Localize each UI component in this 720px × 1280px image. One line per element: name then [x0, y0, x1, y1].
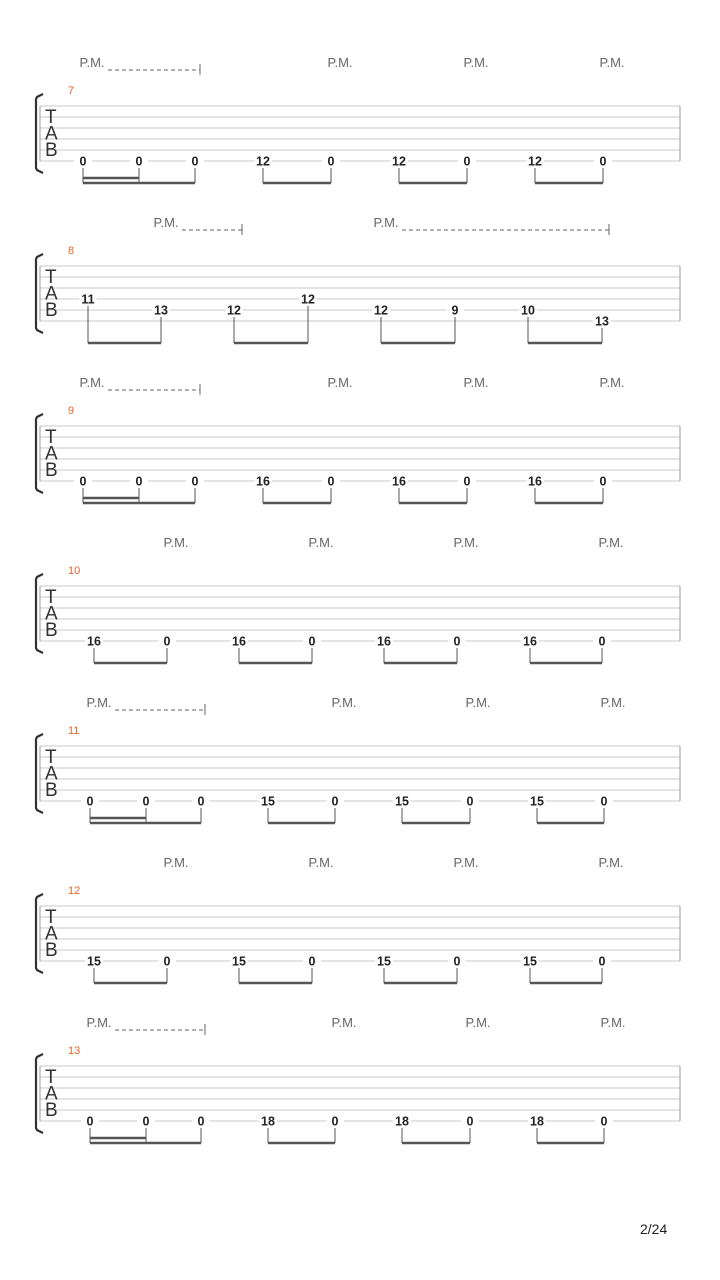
- palm-mute-label: P.M.: [373, 215, 399, 230]
- fret-number: 0: [327, 154, 335, 169]
- tab-clef-b: B: [45, 620, 58, 641]
- fret-number: 18: [530, 1114, 544, 1129]
- fret-number: 15: [261, 794, 275, 809]
- palm-mute-label: P.M.: [308, 855, 334, 870]
- fret-number: 0: [142, 794, 150, 809]
- palm-mute-label: P.M.: [327, 375, 353, 390]
- fret-number: 12: [374, 303, 388, 318]
- tab-clef-t: T: [45, 747, 57, 768]
- measure-number: 8: [68, 245, 75, 257]
- fret-number: 12: [256, 154, 270, 169]
- palm-mute-label: P.M.: [331, 695, 357, 710]
- fret-number: 0: [163, 954, 171, 969]
- palm-mute-label: P.M.: [600, 695, 626, 710]
- tab-system-13: [36, 1015, 680, 1143]
- measure-number: 11: [68, 725, 80, 737]
- palm-mute-label: P.M.: [599, 375, 625, 390]
- tab-system-10: [36, 535, 680, 663]
- palm-mute-label: P.M.: [153, 215, 179, 230]
- fret-number: 0: [331, 794, 339, 809]
- fret-number: 16: [256, 474, 270, 489]
- fret-number: 15: [395, 794, 409, 809]
- fret-number: 12: [301, 292, 315, 307]
- tab-clef-t: T: [45, 267, 57, 288]
- fret-number: 9: [451, 303, 459, 318]
- palm-mute-label: P.M.: [86, 1015, 112, 1030]
- palm-mute-label: P.M.: [598, 855, 624, 870]
- fret-number: 0: [308, 954, 316, 969]
- palm-mute-label: P.M.: [600, 1015, 626, 1030]
- tab-clef-b: B: [45, 300, 58, 321]
- palm-mute-label: P.M.: [453, 535, 479, 550]
- fret-number: 0: [191, 474, 199, 489]
- palm-mute-label: P.M.: [453, 855, 479, 870]
- tab-clef-t: T: [45, 427, 57, 448]
- tab-clef-a: A: [45, 123, 58, 145]
- tab-clef-a: A: [45, 1083, 58, 1105]
- fret-number: 16: [523, 634, 537, 649]
- palm-mute-label: P.M.: [79, 375, 105, 390]
- fret-number: 16: [377, 634, 391, 649]
- fret-number: 0: [466, 1114, 474, 1129]
- tab-clef-a: A: [45, 923, 58, 945]
- tab-clef-a: A: [45, 443, 58, 465]
- measure-number: 13: [68, 1045, 81, 1057]
- palm-mute-label: P.M.: [465, 695, 491, 710]
- palm-mute-label: P.M.: [598, 535, 624, 550]
- fret-number: 0: [308, 634, 316, 649]
- fret-number: 0: [453, 954, 461, 969]
- tab-clef-b: B: [45, 940, 58, 961]
- measure-number: 9: [68, 405, 75, 417]
- fret-number: 0: [86, 794, 94, 809]
- fret-number: 0: [598, 634, 606, 649]
- fret-number: 15: [523, 954, 537, 969]
- fret-number: 0: [135, 154, 143, 169]
- palm-mute-label: P.M.: [86, 695, 112, 710]
- fret-number: 12: [227, 303, 241, 318]
- fret-number: 16: [87, 634, 101, 649]
- fret-number: 12: [392, 154, 406, 169]
- fret-number: 15: [232, 954, 246, 969]
- fret-number: 13: [595, 314, 609, 329]
- tab-clef-a: A: [45, 283, 58, 305]
- tab-system-12: [36, 855, 680, 983]
- fret-number: 15: [530, 794, 544, 809]
- fret-number: 0: [135, 474, 143, 489]
- measure-number: 10: [68, 565, 81, 577]
- palm-mute-label: P.M.: [465, 1015, 491, 1030]
- fret-number: 0: [453, 634, 461, 649]
- tab-clef-a: A: [45, 603, 58, 625]
- palm-mute-label: P.M.: [327, 55, 353, 70]
- palm-mute-label: P.M.: [79, 55, 105, 70]
- tab-system-7: [36, 55, 680, 183]
- palm-mute-label: P.M.: [599, 55, 625, 70]
- tab-clef-a: A: [45, 763, 58, 785]
- fret-number: 0: [197, 794, 205, 809]
- palm-mute-label: P.M.: [308, 535, 334, 550]
- fret-number: 0: [463, 474, 471, 489]
- fret-number: 16: [528, 474, 542, 489]
- measure-number: 7: [68, 85, 75, 97]
- palm-mute-label: P.M.: [463, 55, 489, 70]
- fret-number: 16: [232, 634, 246, 649]
- tab-clef-b: B: [45, 1100, 58, 1121]
- fret-number: 0: [598, 954, 606, 969]
- fret-number: 0: [163, 634, 171, 649]
- tab-clef-t: T: [45, 907, 57, 928]
- fret-number: 0: [191, 154, 199, 169]
- fret-number: 16: [392, 474, 406, 489]
- tab-system-11: [36, 695, 680, 823]
- fret-number: 0: [86, 1114, 94, 1129]
- palm-mute-label: P.M.: [463, 375, 489, 390]
- fret-number: 13: [154, 303, 168, 318]
- tab-clef-b: B: [45, 460, 58, 481]
- tab-system-8: [36, 215, 680, 343]
- fret-number: 0: [331, 1114, 339, 1129]
- fret-number: 0: [79, 154, 87, 169]
- fret-number: 0: [463, 154, 471, 169]
- fret-number: 15: [377, 954, 391, 969]
- fret-number: 0: [599, 154, 607, 169]
- fret-number: 0: [600, 794, 608, 809]
- page-number: 2/24: [640, 1221, 668, 1237]
- measure-number: 12: [68, 885, 81, 897]
- fret-number: 11: [81, 292, 95, 307]
- tab-clef-b: B: [45, 140, 58, 161]
- tab-clef-t: T: [45, 1067, 57, 1088]
- fret-number: 0: [600, 1114, 608, 1129]
- palm-mute-label: P.M.: [163, 535, 189, 550]
- fret-number: 12: [528, 154, 542, 169]
- fret-number: 10: [521, 303, 535, 318]
- fret-number: 0: [197, 1114, 205, 1129]
- tab-clef-t: T: [45, 587, 57, 608]
- palm-mute-label: P.M.: [163, 855, 189, 870]
- fret-number: 18: [261, 1114, 275, 1129]
- tab-clef-t: T: [45, 107, 57, 128]
- fret-number: 15: [87, 954, 101, 969]
- fret-number: 0: [142, 1114, 150, 1129]
- fret-number: 0: [466, 794, 474, 809]
- fret-number: 0: [599, 474, 607, 489]
- palm-mute-label: P.M.: [331, 1015, 357, 1030]
- fret-number: 0: [327, 474, 335, 489]
- tab-system-9: [36, 375, 680, 503]
- fret-number: 18: [395, 1114, 409, 1129]
- tab-clef-b: B: [45, 780, 58, 801]
- fret-number: 0: [79, 474, 87, 489]
